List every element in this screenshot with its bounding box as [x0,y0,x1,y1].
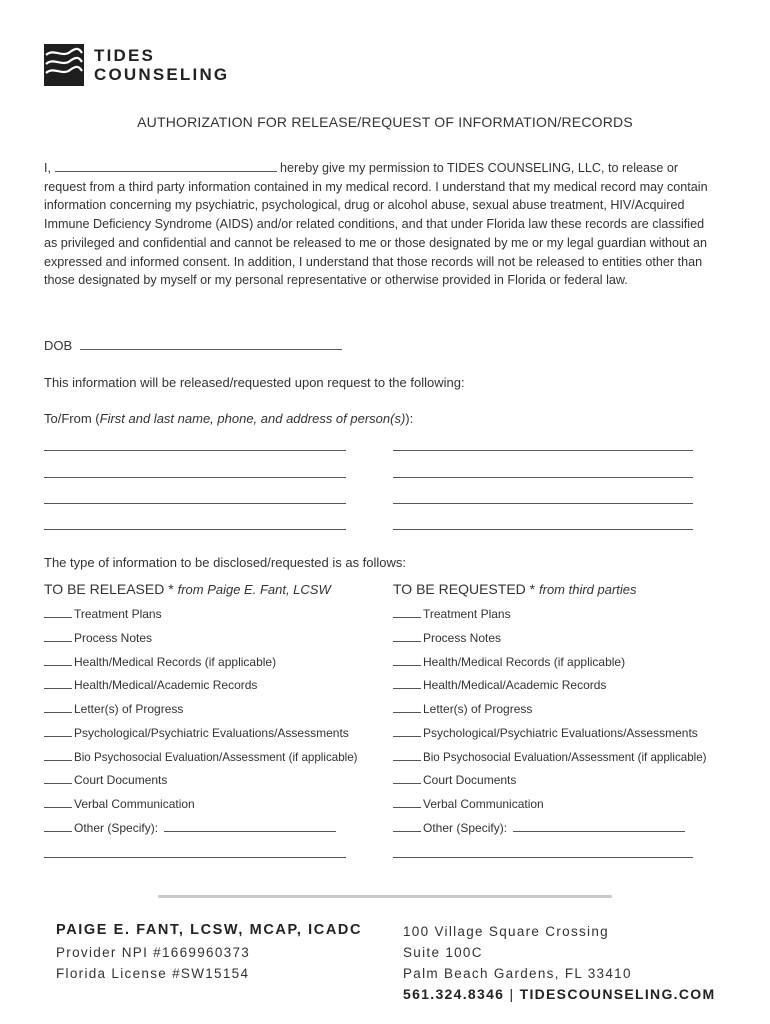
requested-heading-italic: from third parties [539,582,637,597]
provider-name: PAIGE E. FANT, LCSW, MCAP, ICADC [56,922,363,938]
specify-extra-line[interactable] [44,857,346,858]
item-label: Court Documents [423,773,517,787]
item-label: Verbal Communication [74,797,195,811]
address-line-2: Suite 100C [403,945,483,960]
released-item [44,607,162,621]
checkbox-blank[interactable] [44,678,72,689]
checkbox-blank[interactable] [393,750,421,761]
requested-item [393,797,544,811]
provider-npi: Provider NPI #1669960373 [56,945,251,960]
item-label: Health/Medical/Academic Records [74,678,258,692]
to-from-line[interactable] [44,503,346,504]
checkbox-blank[interactable] [393,821,421,832]
to-from-line[interactable] [393,450,693,451]
item-label: Letter(s) of Progress [423,702,533,716]
document-title: AUTHORIZATION FOR RELEASE/REQUEST OF INFORMATION/RECORDS [137,114,633,130]
requested-item [393,821,685,835]
released-heading [44,581,331,597]
item-label: Health/Medical/Academic Records [423,678,607,692]
contact-separator: | [509,986,515,1002]
requested-item [393,631,501,645]
authorization-paragraph [44,159,712,290]
checkbox-blank[interactable] [393,726,421,737]
item-label: Other (Specify): [423,821,508,835]
released-heading-text: TO BE RELEASED * [44,581,174,597]
paragraph-text: hereby give my permission to TIDES COUNSELING, LLC, to release or request from a third party information contained in my medical record. I understand that my medical record may contain information concerning my psychiatric, psychological, drug or alcohol abuse, sexual abuse treatment, HIV/Acquired Immune Deficiency Syndrome (AIDS) and/or related conditions, and that under Florida law these records are classified as privileged and confidential and cannot be released to me or those designated by me or my legal guardian without an expressed and informed consent. In addition, I understand that those records will not be released to entities other than those designated by myself or my personal representative or otherwise provided in Florida or federal law. [44,161,708,288]
released-heading-italic: from Paige E. Fant, LCSW [177,582,331,597]
released-item [44,678,257,692]
checkbox-blank[interactable] [44,821,72,832]
specify-blank[interactable] [164,821,336,832]
to-from-prefix: To/From ( [44,411,100,426]
requested-heading-text: TO BE REQUESTED * [393,581,536,597]
released-item [44,821,336,835]
dob-label: DOB [44,338,73,353]
checkbox-blank[interactable] [393,773,421,784]
item-label: Verbal Communication [423,797,544,811]
item-label: Process Notes [74,631,153,645]
item-label: Treatment Plans [74,607,162,621]
checkbox-blank[interactable] [393,797,421,808]
released-item [44,750,358,764]
checkbox-blank[interactable] [393,607,421,618]
released-item [44,655,276,669]
item-label: Health/Medical Records (if applicable) [74,655,277,669]
logo-line-1: TIDES [94,46,156,65]
paragraph-prefix: I, [44,161,51,175]
requested-item [393,726,698,740]
to-from-line[interactable] [393,503,693,504]
requested-item [393,655,625,669]
item-label: Bio Psychosocial Evaluation/Assessment (if applicable) [74,751,358,764]
phone-link[interactable]: 561.324.8346 [403,986,505,1002]
checkbox-blank[interactable] [393,631,421,642]
checkbox-blank[interactable] [44,607,72,618]
to-from-line[interactable] [393,529,693,530]
to-from-italic: First and last name, phone, and address of person(s) [99,411,406,426]
logo-text [94,46,229,84]
item-label: Treatment Plans [423,607,511,621]
to-from-label [44,411,413,426]
checkbox-blank[interactable] [393,678,421,689]
checkbox-blank[interactable] [44,750,72,761]
logo-line-2: COUNSELING [94,65,230,84]
checkbox-blank[interactable] [44,702,72,713]
to-from-line[interactable] [393,477,693,478]
specify-extra-line[interactable] [393,857,693,858]
waves-logo-icon [44,44,84,86]
released-item [44,631,152,645]
checkbox-blank[interactable] [44,726,72,737]
item-label: Psychological/Psychiatric Evaluations/Assessments [423,726,698,740]
item-label: Psychological/Psychiatric Evaluations/Assessments [74,726,349,740]
checkbox-blank[interactable] [44,797,72,808]
address-line-1: 100 Village Square Crossing [403,924,609,939]
item-label: Bio Psychosocial Evaluation/Assessment (if applicable) [423,751,707,764]
item-label: Letter(s) of Progress [74,702,184,716]
released-item [44,702,183,716]
to-from-suffix: ): [405,411,414,426]
footer-divider [158,895,612,898]
specify-blank[interactable] [513,821,685,832]
released-item [44,726,349,740]
contact-row [403,986,715,1002]
checkbox-blank[interactable] [393,655,421,666]
requested-item [393,773,516,787]
website-link[interactable]: TIDESCOUNSELING.COM [519,986,716,1002]
released-item [44,773,167,787]
to-from-line[interactable] [44,450,346,451]
item-label: Process Notes [423,631,502,645]
provider-license: Florida License #SW15154 [56,966,250,981]
item-label: Court Documents [74,773,168,787]
requested-item [393,678,606,692]
item-label: Other (Specify): [74,821,159,835]
checkbox-blank[interactable] [44,773,72,784]
requested-item [393,702,532,716]
client-name-blank[interactable] [55,160,277,172]
to-from-line[interactable] [44,477,346,478]
dob-row [44,338,342,353]
to-from-line[interactable] [44,529,346,530]
dob-blank[interactable] [80,338,342,350]
logo [44,44,244,88]
checkbox-blank[interactable] [393,702,421,713]
checkbox-blank[interactable] [44,631,72,642]
released-item [44,797,195,811]
requested-item [393,607,511,621]
item-label: Health/Medical Records (if applicable) [423,655,626,669]
requested-heading [393,581,637,597]
type-text: The type of information to be disclosed/requested is as follows: [44,555,407,570]
checkbox-blank[interactable] [44,655,72,666]
address-line-3: Palm Beach Gardens, FL 33410 [403,966,632,981]
requested-item [393,750,707,764]
released-to-text: This information will be released/requested upon request to the following: [44,375,465,390]
